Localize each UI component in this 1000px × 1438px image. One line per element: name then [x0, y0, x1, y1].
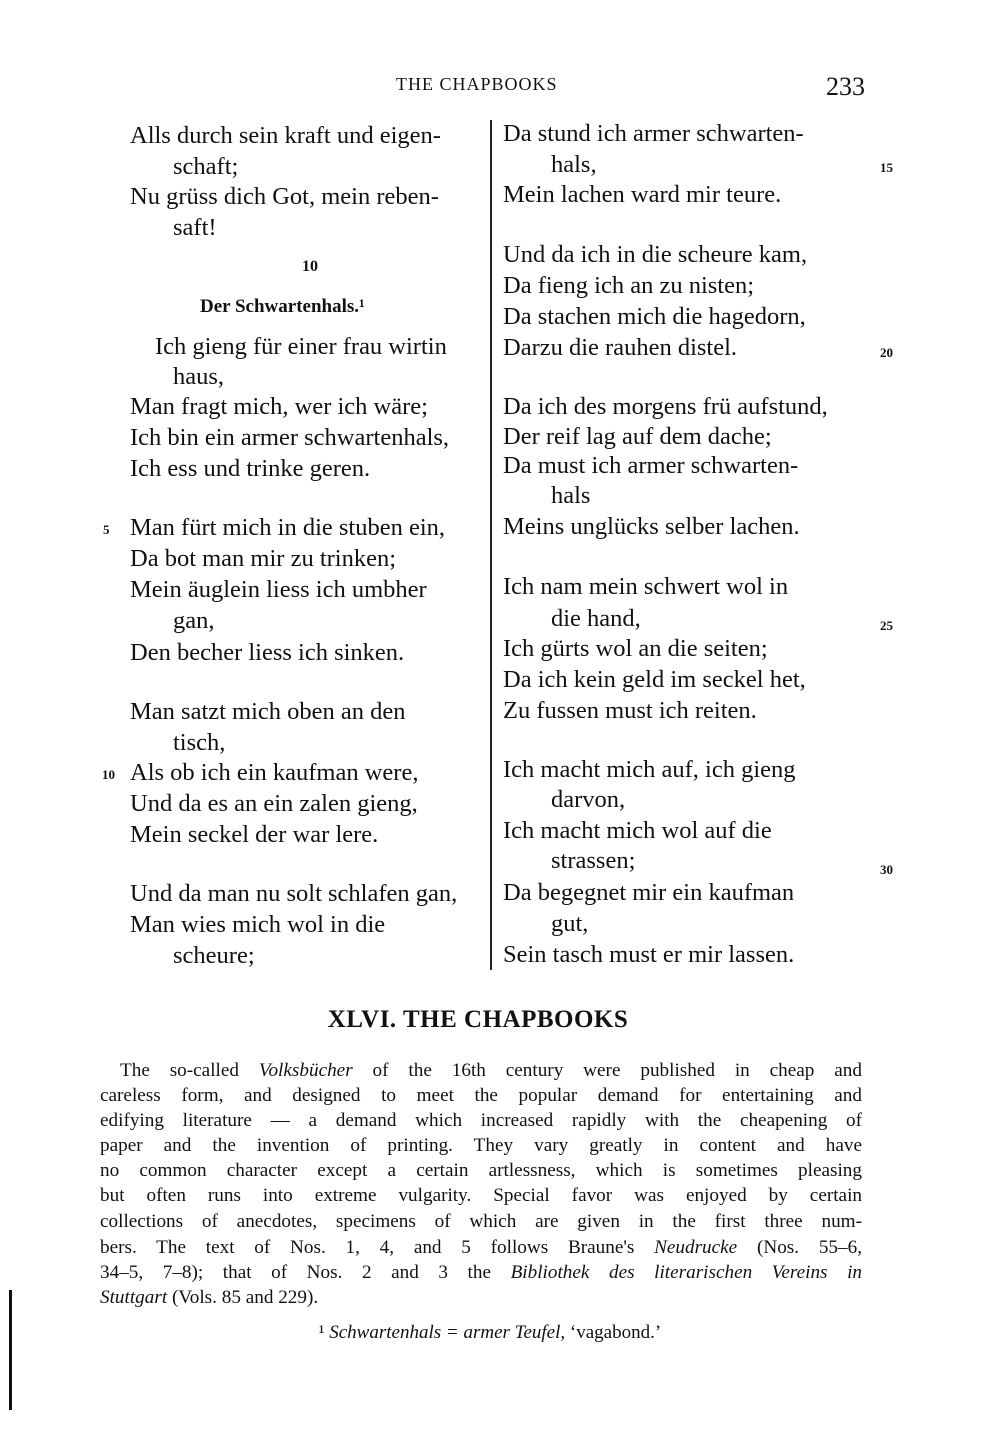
verse-line: haus, — [173, 363, 225, 390]
poem-number: 10 — [302, 258, 318, 275]
text-segment: paper and the invention of printing. They vary greatly in content and have — [100, 1135, 862, 1156]
text-segment: but often runs into extreme vulgarity. Special favor was enjoyed by certain — [100, 1185, 862, 1206]
verse-line: Da ich des morgens frü aufstund, — [503, 393, 828, 420]
text-segment: of the 16th century were published in cheap and — [352, 1060, 862, 1081]
scan-margin-mark — [9, 1290, 12, 1410]
footnote-segment: Schwartenhals = armer Teufel, — [329, 1322, 566, 1343]
verse-line: Den becher liess ich sinken. — [130, 639, 405, 666]
paragraph-line — [100, 1261, 862, 1285]
verse-line: Man wies mich wol in die — [130, 911, 386, 938]
verse-line: Und da man nu solt schlafen gan, — [130, 880, 458, 907]
footnote — [0, 1322, 980, 1344]
verse-line: Sein tasch must er mir lassen. — [503, 941, 795, 968]
verse-line: Da stund ich armer schwarten- — [503, 120, 804, 147]
verse-line: darvon, — [551, 786, 626, 813]
verse-line: Ich macht mich auf, ich gieng — [503, 756, 796, 783]
verse-line: Da bot man mir zu trinken; — [130, 545, 397, 572]
verse-line: Ich macht mich wol auf die — [503, 817, 772, 844]
page-number: 233 — [826, 72, 865, 101]
line-number: 5 — [103, 522, 110, 537]
verse-line: hals, — [551, 151, 597, 178]
paragraph-line — [100, 1184, 862, 1208]
verse-line: Ich gürts wol an die seiten; — [503, 635, 768, 662]
running-title: THE CHAPBOOKS — [396, 74, 558, 94]
line-number: 30 — [880, 862, 893, 877]
footnote-segment: ‘vagabond.’ — [565, 1322, 662, 1343]
verse-line: Ich bin ein armer schwartenhals, — [130, 424, 450, 451]
text-segment: (Nos. 55–6, — [737, 1237, 862, 1258]
paragraph-line — [100, 1159, 862, 1183]
verse-line: Nu grüss dich Got, mein reben- — [130, 183, 439, 210]
italic-title: Neudrucke — [654, 1237, 738, 1258]
verse-line: Ich ess und trinke geren. — [130, 455, 371, 482]
verse-line: Da fieng ich an zu nisten; — [503, 272, 755, 299]
paragraph-line — [100, 1236, 862, 1260]
verse-line: Da must ich armer schwarten- — [503, 452, 799, 479]
text-segment: The so-called — [120, 1060, 259, 1081]
verse-line: Meins unglücks selber lachen. — [503, 513, 800, 540]
italic-title: Stuttgart — [100, 1287, 168, 1308]
text-segment: edifying literature — a demand which increased rapidly with the cheapening of — [100, 1110, 862, 1131]
paragraph-line — [100, 1286, 862, 1310]
verse-line: Mein lachen ward mir teure. — [503, 181, 782, 208]
verse-line: Ich nam mein schwert wol in — [503, 573, 789, 600]
verse-line: Da ich kein geld im seckel het, — [503, 666, 806, 693]
paragraph-line — [100, 1134, 862, 1158]
italic-title: Bibliothek des literarischen Vereins in — [510, 1262, 862, 1283]
verse-line: Man satzt mich oben an den — [130, 698, 406, 725]
verse-line: Zu fussen must ich reiten. — [503, 697, 757, 724]
text-segment: collections of anecdotes, specimens of which are given in the first three num- — [100, 1211, 862, 1232]
verse-line: Mein äuglein liess ich umbher — [130, 576, 427, 603]
verse-line: gut, — [551, 910, 589, 937]
verse-line: Man fürt mich in die stuben ein, — [130, 514, 446, 541]
verse-line: saft! — [173, 214, 217, 241]
verse-line: schaft; — [173, 153, 239, 180]
verse-line: tisch, — [173, 729, 226, 756]
verse-line: scheure; — [173, 942, 255, 969]
line-number: 10 — [102, 767, 115, 782]
verse-line: Man fragt mich, wer ich wäre; — [130, 393, 428, 420]
verse-line: gan, — [173, 607, 215, 634]
verse-line: hals — [551, 482, 591, 509]
text-segment: no common character except a certain artlessness, which is sometimes pleasing — [100, 1160, 862, 1181]
text-segment: careless form, and designed to meet the popular demand for entertaining and — [100, 1085, 862, 1106]
verse-line: Da stachen mich die hagedorn, — [503, 303, 806, 330]
verse-line: Darzu die rauhen distel. — [503, 334, 738, 361]
section-heading: XLVI. THE CHAPBOOKS — [327, 1006, 629, 1033]
verse-line: die hand, — [551, 605, 641, 632]
line-number: 20 — [880, 345, 893, 360]
verse-line: Und da ich in die scheure kam, — [503, 241, 808, 268]
text-segment: bers. The text of Nos. 1, 4, and 5 follows Braune's — [100, 1237, 655, 1258]
verse-line: Und da es an ein zalen gieng, — [130, 790, 418, 817]
line-number: 15 — [880, 160, 893, 175]
footnote-segment: ¹ — [318, 1322, 330, 1343]
paragraph-line — [100, 1109, 862, 1133]
verse-line: Als ob ich ein kaufman were, — [130, 759, 419, 786]
text-segment: (Vols. 85 and 229). — [167, 1287, 319, 1308]
paragraph-line — [100, 1210, 862, 1234]
verse-line: Der reif lag auf dem dache; — [503, 423, 772, 450]
verse-line: Mein seckel der war lere. — [130, 821, 379, 848]
line-number: 25 — [880, 618, 893, 633]
column-divider — [490, 120, 492, 970]
paragraph-line — [120, 1059, 862, 1083]
text-segment: 34–5, 7–8); that of Nos. 2 and 3 the — [100, 1262, 511, 1283]
verse-line: strassen; — [551, 847, 636, 874]
verse-line: Alls durch sein kraft und eigen- — [130, 122, 441, 149]
paragraph-line — [100, 1084, 862, 1108]
verse-line: Da begegnet mir ein kaufman — [503, 879, 795, 906]
verse-line: Ich gieng für einer frau wirtin — [155, 333, 447, 360]
italic-title: Volksbücher — [258, 1060, 353, 1081]
poem-title: Der Schwartenhals.¹ — [200, 296, 365, 317]
